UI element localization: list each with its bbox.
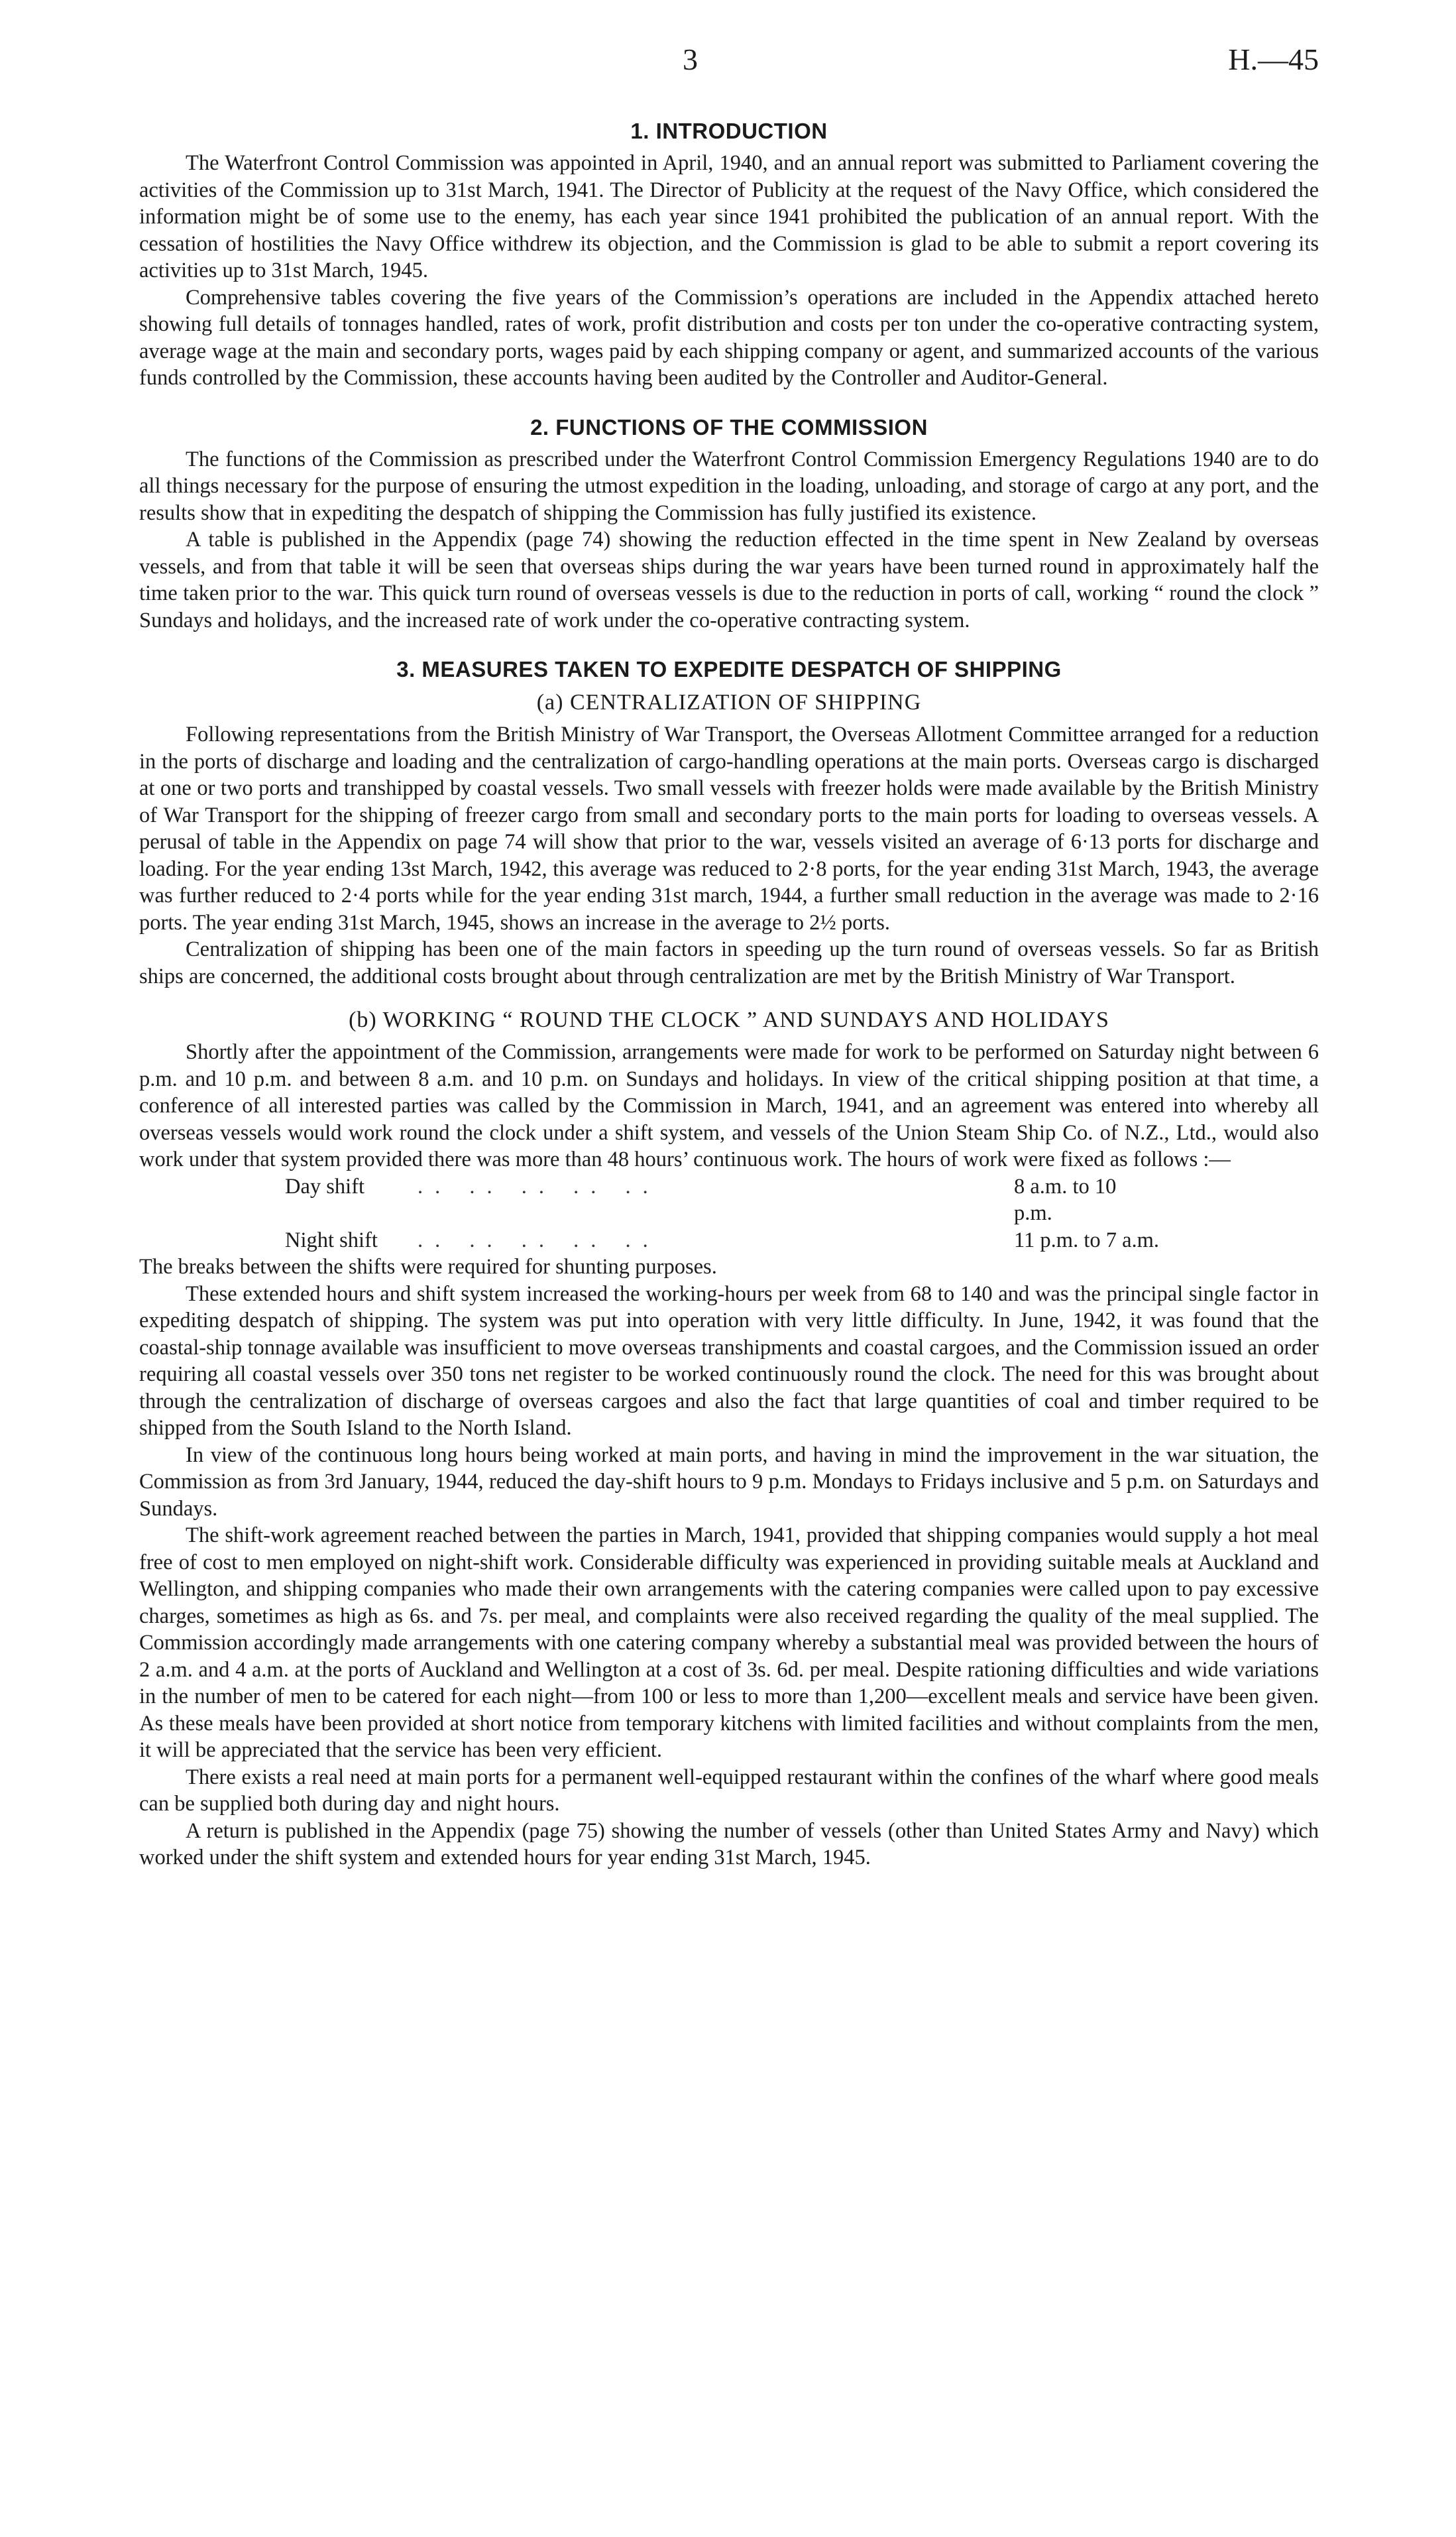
paragraph: Comprehensive tables covering the five years of the Commission’s operations are included in the Appendix attached hereto showing full details of tonnages handled, rates of work, profit distribution and costs per ton under the co-operative contracting system, average wage at the main and secondary ports, wages paid by each shipping company or agent, and summarized accounts of the various funds controlled by the Commission, these accounts having been audited by the Controller and Auditor-General. — [139, 285, 1319, 390]
page-header — [139, 40, 1319, 86]
shift-time: 8 a.m. to 10 p.m. — [1014, 1174, 1117, 1225]
paragraph: The functions of the Commission as prescribed under the Waterfront Control Commission Emergency Regulations 1940 are to do all things necessary for the purpose of ensuring the utmost expedition in the loading, unloading, and storage of cargo at any port, and the results show that in expediting the despatch of shipping the Commission has fully justified its existence. — [139, 447, 1319, 525]
paragraph: The Waterfront Control Commission was appointed in April, 1940, and an annual report was submitted to Parliament covering the activities of the Commission up to 31st March, 1941. The Director of Publicity at the request of the Navy Office, which considered the information might be of some use to the enemy, has each year since 1941 prohibited the publication of an annual report. With the cessation of hostilities the Navy Office withdrew its objection, and the Commission is glad to be able to submit a report covering its activities up to 31st March, 1945. — [139, 151, 1319, 282]
leader-dots: .. .. .. .. .. — [418, 1228, 660, 1252]
shift-label: Day shift — [285, 1174, 365, 1199]
paragraph: Following representations from the British Ministry of War Transport, the Overseas Allotment Committee arranged for a reduction in the ports of discharge and loading and the centralization of cargo-handling operations at the main ports. Overseas cargo is discharged at one or two ports and transhipped by coastal vessels. Two small vessels with freezer holds were made available by the British Ministry of War Transport for the shipping of freezer cargo from small and secondary ports to the main ports for loading to overseas vessels. A perusal of table in the Appendix on page 74 will show that prior to the war, vessels visited an average of 6·13 ports for discharge and loading. For the year ending 13st March, 1942, this average was reduced to 2·8 ports, for the year ending 31st March, 1943, the average was further reduced to 2·4 ports while for the year ending 31st march, 1944, a further small reduction in the average was made to 2·16 ports. The year ending 31st March, 1945, shows an increase in the average to 2½ ports. — [139, 723, 1319, 935]
section-2-heading: 2. FUNCTIONS OF THE COMMISSION — [530, 414, 928, 440]
subsection-a-heading: (a) CENTRALIZATION OF SHIPPING — [536, 690, 922, 715]
subsection-b-heading: (b) WORKING “ ROUND THE CLOCK ” AND SUNDAYS AND HOLIDAYS — [349, 1008, 1109, 1032]
document-page — [139, 40, 1319, 1871]
paragraph: The breaks between the shifts were required for shunting purposes. — [139, 1255, 717, 1279]
paragraph: Centralization of shipping has been one of the main factors in speeding up the turn round of overseas vessels. So far as British ships are concerned, the additional costs brought about through centralization are met by the British Ministry of War Transport. — [139, 937, 1319, 988]
page-number: 3 — [683, 42, 698, 76]
paragraph: These extended hours and shift system increased the working-hours per week from 68 to 140 and was the principal single factor in expediting despatch of shipping. The system was put into operation with very little difficulty. In June, 1942, it was found that the coastal-ship tonnage available was insufficient to move overseas transhipments and coastal cargoes, and the Commission issued an order requiring all coastal vessels over 350 tons net register to be worked continuously round the clock. The need for this was brought about through the centralization of discharge of overseas cargoes and also the fact that large quantities of coal and timber required to be shipped from the South Island to the North Island. — [139, 1281, 1319, 1440]
shift-row — [285, 1227, 1160, 1254]
shift-hours-list — [285, 1173, 1160, 1254]
paragraph: In view of the continuous long hours being worked at main ports, and having in mind the improvement in the war situation, the Commission as from 3rd January, 1944, reduced the day-shift hours to 9 p.m. Mondays to Fridays inclusive and 5 p.m. on Saturdays and Sundays. — [139, 1443, 1319, 1521]
section-1-heading: 1. INTRODUCTION — [630, 119, 828, 143]
shift-row — [285, 1173, 1160, 1227]
paragraph: There exists a real need at main ports for a permanent well-equipped restaurant within the confines of the wharf where good meals can be supplied both during day and night hours. — [139, 1765, 1319, 1816]
document-reference: H.—45 — [1228, 42, 1319, 76]
shift-time: 11 p.m. to 7 a.m. — [1014, 1228, 1160, 1252]
paragraph: A table is published in the Appendix (page 74) showing the reduction effected in the time spent in New Zealand by overseas vessels, and from that table it will be seen that overseas ships during the war years have been turned round in approximately half the time taken prior to the war. This quick turn round of overseas vessels is due to the reduction in ports of call, working “ round the clock ” Sundays and holidays, and the increased rate of work under the co-operative contracting system. — [139, 528, 1319, 632]
paragraph: A return is published in the Appendix (page 75) showing the number of vessels (other than United States Army and Navy) which worked under the shift system and extended hours for year ending 31st March, 1945. — [139, 1818, 1319, 1869]
shift-label: Night shift — [285, 1228, 378, 1252]
paragraph: The shift-work agreement reached between the parties in March, 1941, provided that shipping companies would supply a hot meal free of cost to men employed on night-shift work. Considerable difficulty was experienced in providing suitable meals at Auckland and Wellington, and shipping companies who made their own arrangements with the catering companies were called upon to pay excessive charges, sometimes as high as 6s. and 7s. per meal, and complaints were also received regarding the quality of the meal supplied. The Commission accordingly made arrangements with one catering company whereby a substantial meal was provided between the hours of 2 a.m. and 4 a.m. at the ports of Auckland and Wellington at a cost of 3s. 6d. per meal. Despite rationing difficulties and wide variations in the number of men to be catered for each night—from 100 or less to more than 1,200—excellent meals and service have been given. As these meals have been provided at short notice from temporary kitchens with limited facilities and without complaints from the men, it will be appreciated that the service has been very efficient. — [139, 1523, 1319, 1762]
paragraph: Shortly after the appointment of the Commission, arrangements were made for work to be performed on Saturday night between 6 p.m. and 10 p.m. and between 8 a.m. and 10 p.m. on Sundays and holidays. In view of the critical shipping position at that time, a conference of all interested parties was called by the Commission in March, 1941, and an agreement was entered into whereby all overseas vessels would work round the clock under a shift system, and vessels of the Union Steam Ship Co. of N.Z., Ltd., would also work under that system provided there was more than 48 hours’ continuous work. The hours of work were fixed as follows :— — [139, 1040, 1319, 1171]
section-3-heading: 3. MEASURES TAKEN TO EXPEDITE DESPATCH OF SHIPPING — [396, 657, 1062, 681]
leader-dots: .. .. .. .. .. — [418, 1174, 660, 1199]
